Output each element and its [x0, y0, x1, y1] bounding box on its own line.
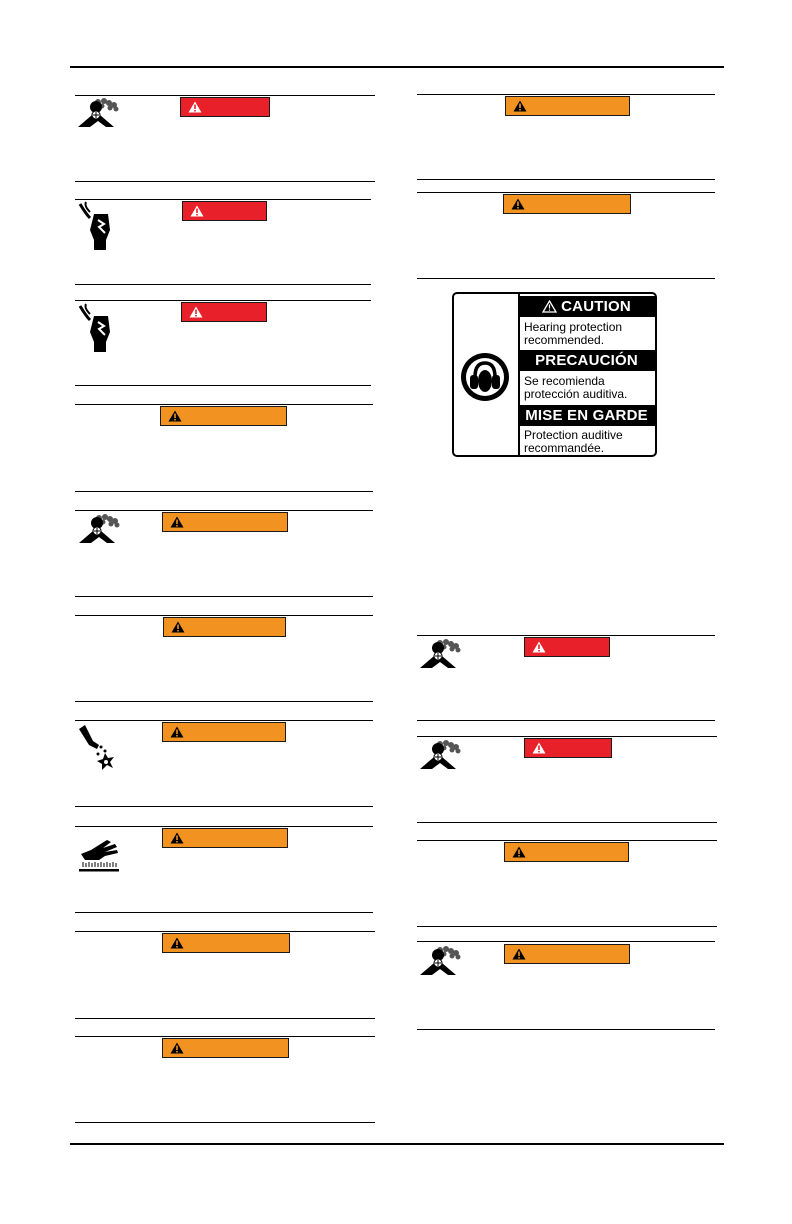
caution-header — [518, 296, 655, 317]
section-bottom-rule — [417, 926, 717, 927]
mise-en-garde-text — [524, 429, 654, 455]
caution-triangle-icon — [542, 300, 557, 313]
warning-signal-badge — [162, 722, 286, 742]
section-bottom-rule — [75, 596, 373, 597]
inhalation-hazard-icon — [76, 97, 120, 133]
warning-triangle-icon — [189, 306, 203, 318]
header-rule — [70, 66, 724, 68]
hot-surface-hand-icon — [77, 836, 121, 874]
caution-text-line: Hearing protection — [524, 320, 623, 334]
section-bottom-rule — [417, 822, 717, 823]
warning-signal-badge — [504, 944, 630, 964]
warning-signal-badge — [505, 96, 630, 116]
inhalation-hazard-icon — [77, 513, 121, 549]
warning-triangle-icon — [512, 948, 526, 960]
section-bottom-rule — [75, 701, 373, 702]
warning-triangle-icon — [170, 832, 184, 844]
warning-triangle-icon — [168, 410, 182, 422]
section-top-rule — [417, 635, 715, 636]
warning-triangle-icon — [170, 516, 184, 528]
caution-text — [524, 321, 654, 347]
warning-signal-badge — [504, 842, 629, 862]
section-top-rule — [75, 615, 373, 616]
section-bottom-rule — [417, 179, 715, 180]
warning-triangle-icon — [511, 198, 525, 210]
precaucion-header: PRECAUCIÓN — [518, 350, 655, 371]
section-top-rule — [417, 192, 715, 193]
section-bottom-rule — [75, 1122, 375, 1123]
caution-text-line: recommended. — [524, 333, 605, 347]
caution-header-text: CAUTION — [561, 298, 631, 315]
section-top-rule — [75, 199, 371, 200]
label-pictogram-panel — [454, 294, 520, 455]
precaucion-text — [524, 375, 654, 401]
section-bottom-rule — [75, 806, 373, 807]
warning-signal-badge — [163, 617, 286, 637]
section-bottom-rule — [75, 284, 371, 285]
danger-signal-badge — [180, 97, 270, 117]
warning-triangle-icon — [170, 937, 184, 949]
flying-debris-hand-icon — [77, 723, 119, 773]
warning-triangle-icon — [513, 100, 527, 112]
section-top-rule — [417, 840, 717, 841]
mise-en-garde-text-line: recommandée. — [524, 441, 605, 455]
warning-triangle-icon — [188, 101, 202, 113]
warning-signal-badge — [162, 828, 288, 848]
section-bottom-rule — [75, 912, 373, 913]
warning-triangle-icon — [190, 205, 204, 217]
section-top-rule — [75, 300, 371, 301]
section-top-rule — [75, 931, 375, 932]
inhalation-hazard-icon — [418, 945, 462, 981]
section-top-rule — [417, 736, 717, 737]
precaucion-text-line: Se recomienda — [524, 374, 605, 388]
section-top-rule — [417, 941, 715, 942]
section-bottom-rule — [75, 491, 373, 492]
danger-signal-badge — [182, 201, 267, 221]
warning-triangle-icon — [532, 641, 546, 653]
section-top-rule — [75, 404, 373, 405]
inhalation-hazard-icon — [418, 638, 462, 674]
mise-en-garde-text-line: Protection auditive — [524, 428, 623, 442]
warning-signal-badge — [162, 933, 290, 953]
warning-triangle-icon — [512, 846, 526, 858]
section-top-rule — [75, 1036, 375, 1037]
footer-rule — [70, 1143, 724, 1145]
section-bottom-rule — [417, 720, 715, 721]
danger-signal-badge — [524, 738, 612, 758]
section-top-rule — [75, 510, 373, 511]
hearing-protection-icon — [459, 351, 511, 403]
warning-triangle-icon — [171, 621, 185, 633]
warning-triangle-icon — [170, 726, 184, 738]
electric-shock-hand-icon — [76, 302, 116, 354]
warning-triangle-icon — [532, 742, 546, 754]
section-top-rule — [417, 94, 715, 95]
electric-shock-hand-icon — [76, 200, 116, 252]
mise-en-garde-header: MISE EN GARDE — [518, 405, 655, 426]
section-bottom-rule — [75, 181, 375, 182]
warning-triangle-icon — [170, 1042, 184, 1054]
section-top-rule — [75, 95, 375, 96]
precaucion-text-line: protección auditiva. — [524, 387, 628, 401]
section-bottom-rule — [75, 1018, 375, 1019]
section-top-rule — [75, 720, 373, 721]
warning-signal-badge — [162, 1038, 289, 1058]
section-top-rule — [75, 826, 373, 827]
warning-signal-badge — [162, 512, 288, 532]
section-bottom-rule — [417, 278, 715, 279]
danger-signal-badge — [524, 637, 610, 657]
danger-signal-badge — [181, 302, 267, 322]
inhalation-hazard-icon — [418, 739, 462, 775]
section-bottom-rule — [75, 385, 371, 386]
warning-signal-badge — [160, 406, 287, 426]
warning-signal-badge — [503, 194, 631, 214]
section-bottom-rule — [417, 1029, 715, 1030]
hearing-protection-caution-label — [452, 292, 657, 457]
